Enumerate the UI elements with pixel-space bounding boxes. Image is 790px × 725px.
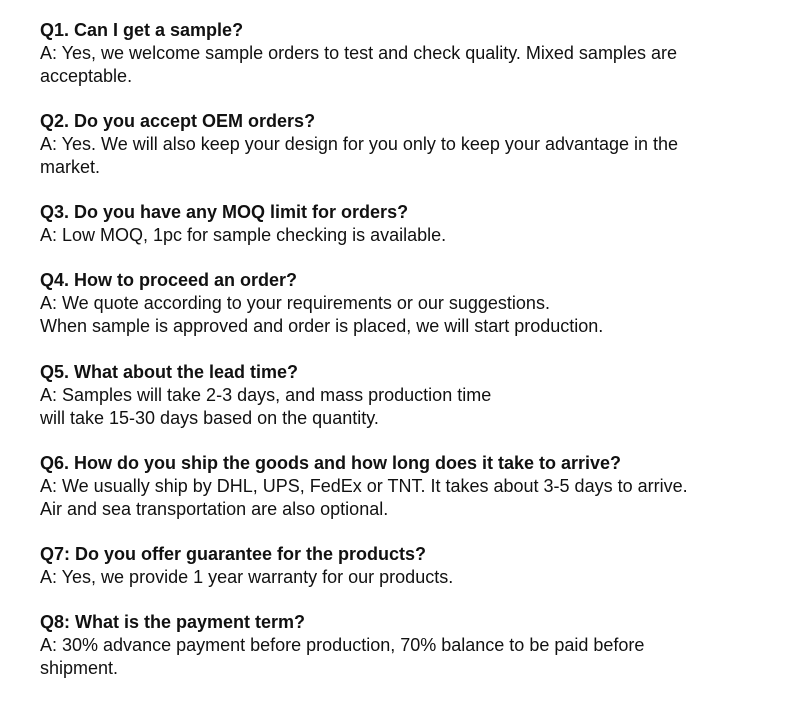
faq-question: Q3. Do you have any MOQ limit for orders? [40, 202, 409, 222]
faq-answer-line: acceptable. [40, 66, 133, 86]
faq-question: Q6. How do you ship the goods and how long does it take to arrive? [40, 453, 622, 473]
faq-answer-line: A: We quote according to your requirements or our suggestions. [40, 293, 550, 313]
faq-answer-line: A: Yes. We will also keep your design for you only to keep your advantage in the [40, 134, 679, 154]
faq-question: Q4. How to proceed an order? [40, 270, 298, 290]
faq-item [40, 110, 780, 179]
faq-question: Q1. Can I get a sample? [40, 20, 244, 40]
faq-question: Q8: What is the payment term? [40, 612, 306, 632]
faq-question: Q5. What about the lead time? [40, 362, 299, 382]
faq-answer-line: A: 30% advance payment before production, 70% balance to be paid before [40, 635, 645, 655]
faq-item [40, 19, 780, 88]
faq-item [40, 361, 780, 430]
faq-answer-line: market. [40, 157, 101, 177]
faq-item [40, 543, 780, 589]
faq-answer-line: will take 15-30 days based on the quantity. [40, 408, 379, 428]
faq-item [40, 269, 780, 338]
faq-item [40, 452, 780, 521]
faq-answer-line: A: Samples will take 2-3 days, and mass production time [40, 385, 492, 405]
faq-answer-line: When sample is approved and order is placed, we will start production. [40, 316, 604, 336]
faq-answer-line: shipment. [40, 658, 119, 678]
faq-answer-line: A: Yes, we welcome sample orders to test and check quality. Mixed samples are [40, 43, 677, 63]
faq-answer-line: A: Low MOQ, 1pc for sample checking is available. [40, 225, 447, 245]
faq-item [40, 201, 780, 247]
faq-question: Q2. Do you accept OEM orders? [40, 111, 316, 131]
faq-question: Q7: Do you offer guarantee for the products? [40, 544, 427, 564]
faq-answer-line: Air and sea transportation are also optional. [40, 499, 389, 519]
faq-list [40, 19, 780, 680]
faq-answer-line: A: We usually ship by DHL, UPS, FedEx or TNT. It takes about 3-5 days to arrive. [40, 476, 688, 496]
faq-item [40, 611, 780, 680]
faq-answer-line: A: Yes, we provide 1 year warranty for our products. [40, 567, 454, 587]
